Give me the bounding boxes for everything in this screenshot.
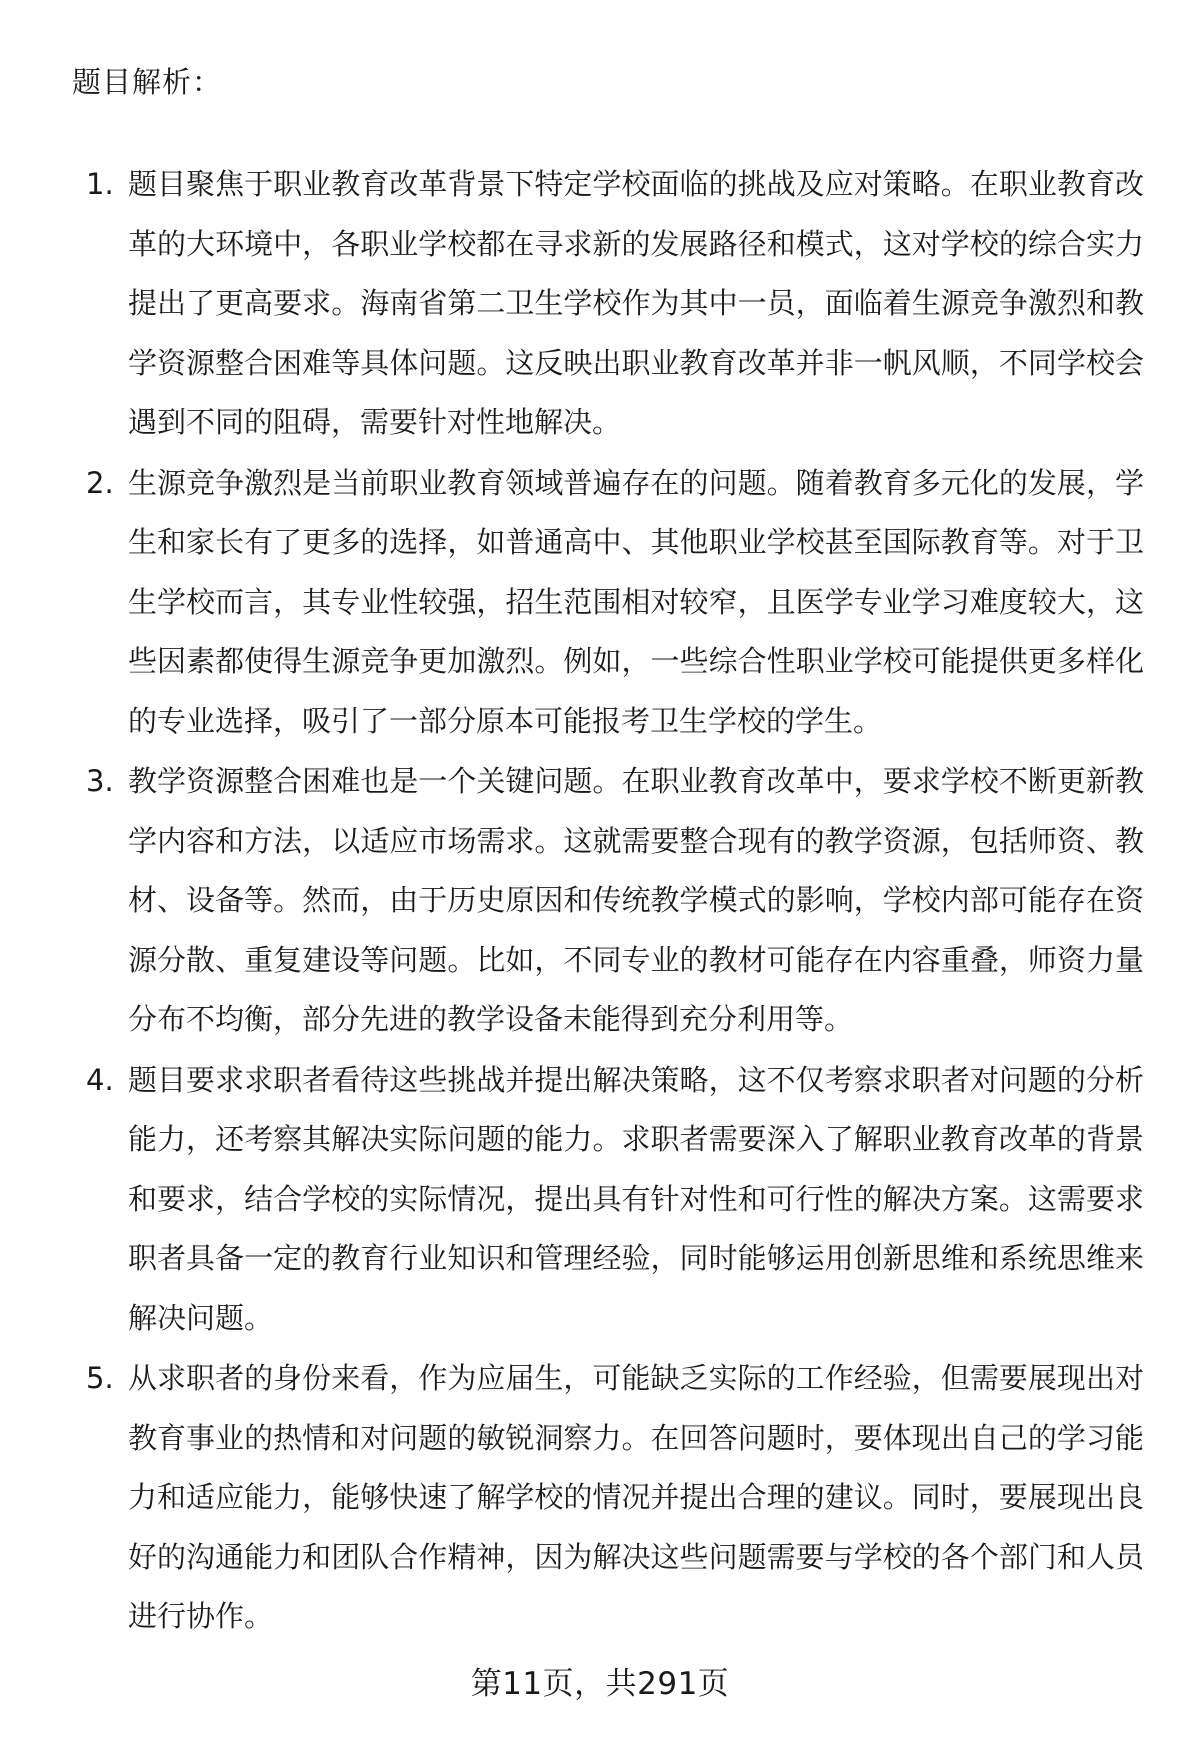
- list-item-number: 4.: [86, 1062, 114, 1097]
- list-item: [0, 752, 1200, 1050]
- list-item: [0, 1349, 1200, 1647]
- list-item-number: 5.: [86, 1361, 114, 1395]
- list-item-text: 题目聚焦于职业教育改革背景下特定学校面临的挑战及应对策略。在职业教育改革的大环境中，各职业学校都在寻求新的发展路径和模式，这对学校的综合实力提出了更高要求。海南省第二卫生学校作为其中一员，面临着生源竞争激烈和教学资源整合困难等具体问题。这反映出职业教育改革并非一帆风顺，不同学校会遇到不同的阻碍，需要针对性地解决。: [128, 167, 1144, 439]
- list-item-number: 2.: [86, 465, 114, 500]
- analysis-list: [0, 155, 1200, 1647]
- list-item-number: 3.: [86, 764, 114, 798]
- list-item: [0, 1051, 1200, 1349]
- list-item: [0, 155, 1200, 453]
- page-number: 第11页，共291页: [470, 1666, 730, 1702]
- list-item-number: 1.: [86, 167, 114, 201]
- list-item-text: 题目要求求职者看待这些挑战并提出解决策略，这不仅考察求职者对问题的分析能力，还考察其解决实际问题的能力。求职者需要深入了解职业教育改革的背景和要求，结合学校的实际情况，提出具有针对性和可行性的解决方案。这需要求职者具备一定的教育行业知识和管理经验，同时能够运用创新思维和系统思维来解决问题。: [128, 1062, 1144, 1335]
- list-item-text: 教学资源整合困难也是一个关键问题。在职业教育改革中，要求学校不断更新教学内容和方法，以适应市场需求。这就需要整合现有的教学资源，包括师资、教材、设备等。然而，由于历史原因和传统教学模式的影响，学校内部可能存在资源分散、重复建设等问题。比如，不同专业的教材可能存在内容重叠，师资力量分布不均衡，部分先进的教学设备未能得到充分利用等。: [128, 764, 1144, 1036]
- section-heading: 题目解析：: [72, 65, 223, 99]
- list-item: [0, 454, 1200, 752]
- list-item-text: 生源竞争激烈是当前职业教育领域普遍存在的问题。随着教育多元化的发展，学生和家长有了更多的选择，如普通高中、其他职业学校甚至国际教育等。对于卫生学校而言，其专业性较强，招生范围相对较窄，且医学专业学习难度较大，这些因素都使得生源竞争更加激烈。例如，一些综合性职业学校可能提供更多样化的专业选择，吸引了一部分原本可能报考卫生学校的学生。: [128, 465, 1144, 738]
- list-item-text: 从求职者的身份来看，作为应届生，可能缺乏实际的工作经验，但需要展现出对教育事业的热情和对问题的敏锐洞察力。在回答问题时，要体现出自己的学习能力和适应能力，能够快速了解学校的情况并提出合理的建议。同时，要展现出良好的沟通能力和团队合作精神，因为解决这些问题需要与学校的各个部门和人员进行协作。: [128, 1361, 1144, 1633]
